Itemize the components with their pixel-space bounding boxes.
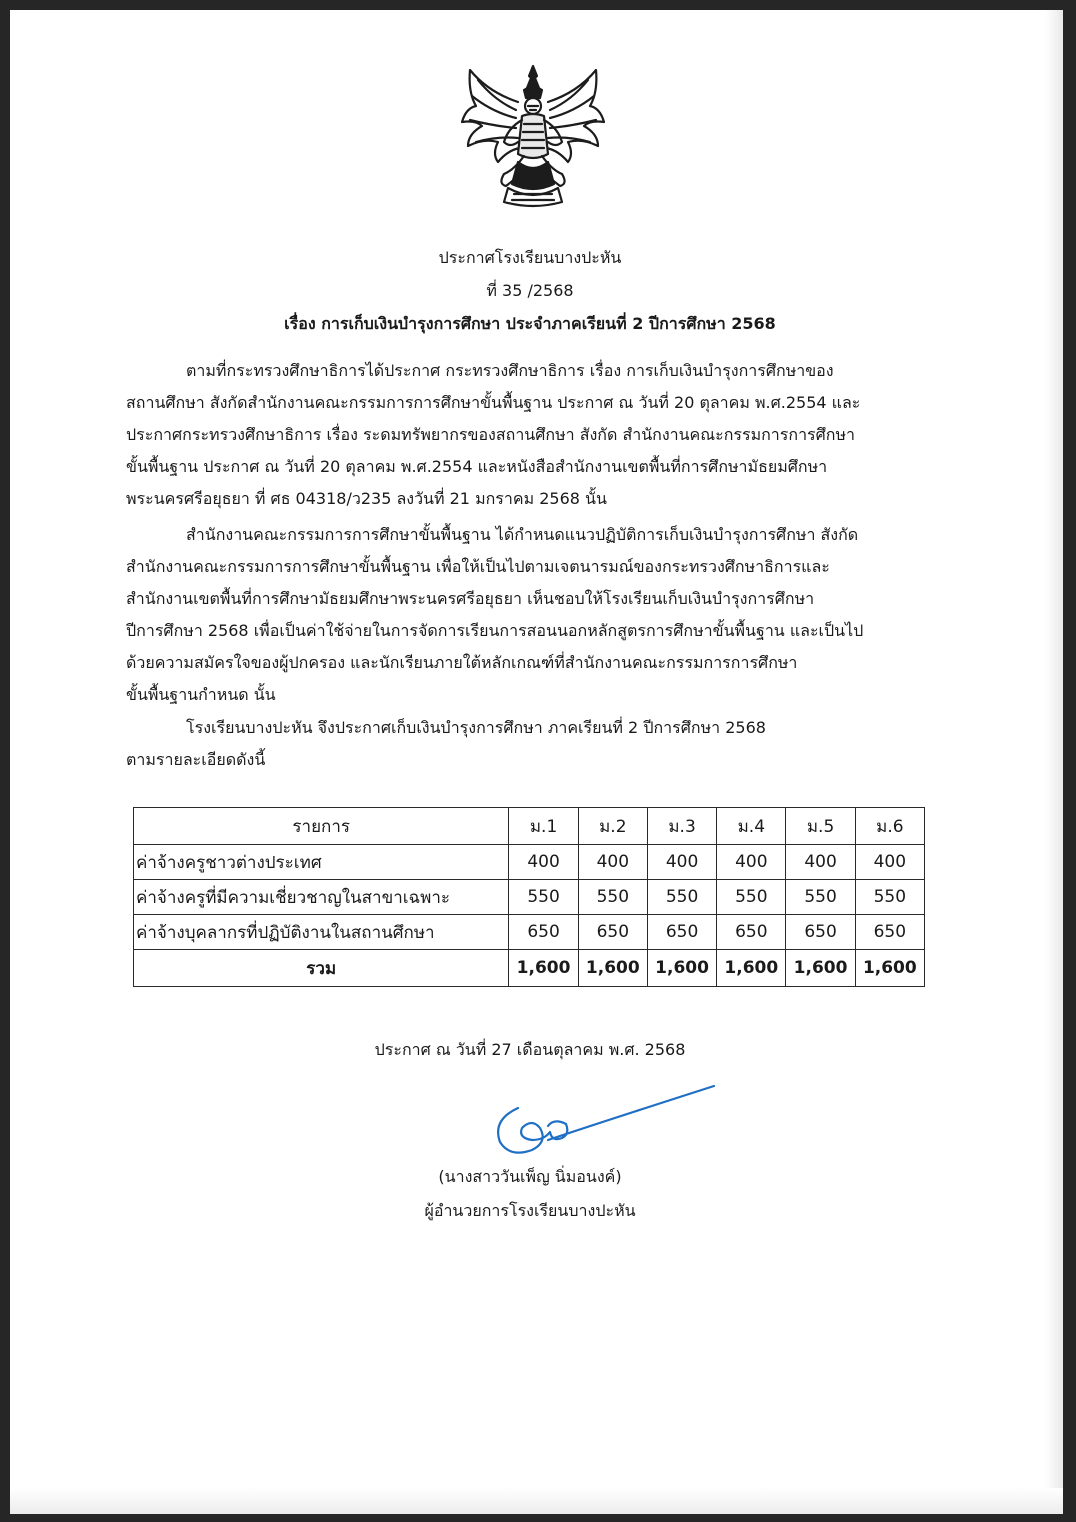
fee-value: 650: [855, 915, 924, 950]
signer-name: (นางสาววันเพ็ญ นิ่มอนงค์): [438, 1167, 622, 1186]
announcement-title: ประกาศโรงเรียนบางปะหัน: [438, 248, 622, 267]
fee-value: 650: [717, 915, 786, 950]
header-item: รายการ: [134, 808, 509, 845]
header-grade: ม.2: [578, 808, 647, 845]
fee-value: 550: [717, 880, 786, 915]
header-grade: ม.4: [717, 808, 786, 845]
table-row: [134, 915, 925, 950]
header-grade: ม.5: [786, 808, 855, 845]
paragraph-line: ตามรายละเอียดดังนี้: [126, 750, 266, 769]
total-value: 1,600: [717, 950, 786, 987]
border-bottom: [0, 1514, 1076, 1522]
fee-value: 650: [509, 915, 578, 950]
paragraph-line: ขั้นพื้นฐาน ประกาศ ณ วันที่ 20 ตุลาคม พ.ศ.2554 และหนังสือสำนักงานเขตพื้นที่การศึกษามัธยมศึกษา: [126, 457, 828, 476]
total-value: 1,600: [855, 950, 924, 987]
paragraph-line: ด้วยความสมัครใจของผู้ปกครอง และนักเรียนภายใต้หลักเกณฑ์ที่สำนักงานคณะกรรมการการศึกษา: [126, 653, 798, 672]
fee-value: 400: [786, 845, 855, 880]
fee-value: 550: [509, 880, 578, 915]
paragraph-line: ประกาศกระทรวงศึกษาธิการ เรื่อง ระดมทรัพยากรของสถานศึกษา สังกัด สำนักงานคณะกรรมการการศึกษา: [126, 425, 856, 444]
fee-value: 400: [509, 845, 578, 880]
announcement-number: ที่ 35 /2568: [486, 281, 574, 300]
table-header-row: [134, 808, 925, 845]
fee-value: 550: [786, 880, 855, 915]
paragraph-line: สถานศึกษา สังกัดสำนักงานคณะกรรมการการศึกษาขั้นพื้นฐาน ประกาศ ณ วันที่ 20 ตุลาคม พ.ศ.2554 และ: [126, 393, 861, 412]
paragraph-1: [126, 355, 932, 515]
scan-shadow-right: [1045, 10, 1063, 1514]
signer-title: ผู้อำนวยการโรงเรียนบางปะหัน: [424, 1201, 636, 1220]
total-value: 1,600: [647, 950, 716, 987]
header-grade: ม.1: [509, 808, 578, 845]
border-right: [1063, 0, 1076, 1522]
paragraph-line: ตามที่กระทรวงศึกษาธิการได้ประกาศ กระทรวงศึกษาธิการ เรื่อง การเก็บเงินบำรุงการศึกษาของ: [186, 361, 834, 380]
table-row: [134, 845, 925, 880]
scan-shadow-bottom: [10, 1488, 1063, 1514]
paragraph-line: โรงเรียนบางปะหัน จึงประกาศเก็บเงินบำรุงการศึกษา ภาคเรียนที่ 2 ปีการศึกษา 2568: [186, 718, 766, 737]
paragraph-line: ปีการศึกษา 2568 เพื่อเป็นค่าใช้จ่ายในการจัดการเรียนการสอนนอกหลักสูตรการศึกษาขั้นพื้นฐาน และเป็นไป: [126, 621, 864, 640]
announcement-date: ประกาศ ณ วันที่ 27 เดือนตุลาคม พ.ศ. 2568: [374, 1040, 686, 1059]
total-value: 1,600: [786, 950, 855, 987]
fee-value: 400: [855, 845, 924, 880]
paragraph-line: สำนักงานเขตพื้นที่การศึกษามัธยมศึกษาพระนครศรีอยุธยา เห็นชอบให้โรงเรียนเก็บเงินบำรุงการศึกษา: [126, 589, 815, 608]
fee-value: 550: [855, 880, 924, 915]
fee-value: 400: [717, 845, 786, 880]
border-left: [0, 0, 10, 1522]
fee-item: ค่าจ้างครูชาวต่างประเทศ: [134, 845, 509, 880]
paragraph-3: [126, 712, 932, 776]
total-label: รวม: [134, 950, 509, 987]
table-row: [134, 880, 925, 915]
announcement-subject: เรื่อง การเก็บเงินบำรุงการศึกษา ประจำภาคเรียนที่ 2 ปีการศึกษา 2568: [284, 314, 776, 333]
total-value: 1,600: [509, 950, 578, 987]
garuda-emblem-icon: [458, 62, 608, 210]
paragraph-line: สำนักงานคณะกรรมการการศึกษาขั้นพื้นฐาน ได้กำหนดแนวปฏิบัติการเก็บเงินบำรุงการศึกษา สังกัด: [186, 525, 859, 544]
total-row: [134, 950, 925, 987]
fee-value: 400: [647, 845, 716, 880]
fee-item: ค่าจ้างครูที่มีความเชี่ยวชาญในสาขาเฉพาะ: [134, 880, 509, 915]
fee-value: 650: [786, 915, 855, 950]
fee-value: 550: [578, 880, 647, 915]
paragraph-line: พระนครศรีอยุธยา ที่ ศธ 04318/ว235 ลงวันที่ 21 มกราคม 2568 นั้น: [126, 489, 607, 508]
fee-value: 650: [647, 915, 716, 950]
fee-value: 650: [578, 915, 647, 950]
header-grade: ม.6: [855, 808, 924, 845]
paragraph-2: [126, 519, 932, 711]
paragraph-line: สำนักงานคณะกรรมการการศึกษาขั้นพื้นฐาน เพื่อให้เป็นไปตามเจตนารมณ์ของกระทรวงศึกษาธิการและ: [126, 557, 830, 576]
border-top: [0, 0, 1076, 10]
fee-value: 550: [647, 880, 716, 915]
fee-value: 400: [578, 845, 647, 880]
fee-item: ค่าจ้างบุคลากรที่ปฏิบัติงานในสถานศึกษา: [134, 915, 509, 950]
header-grade: ม.3: [647, 808, 716, 845]
signature-icon: [488, 1080, 718, 1160]
fee-table: [133, 807, 925, 987]
total-value: 1,600: [578, 950, 647, 987]
paragraph-line: ขั้นพื้นฐานกำหนด นั้น: [126, 685, 276, 704]
